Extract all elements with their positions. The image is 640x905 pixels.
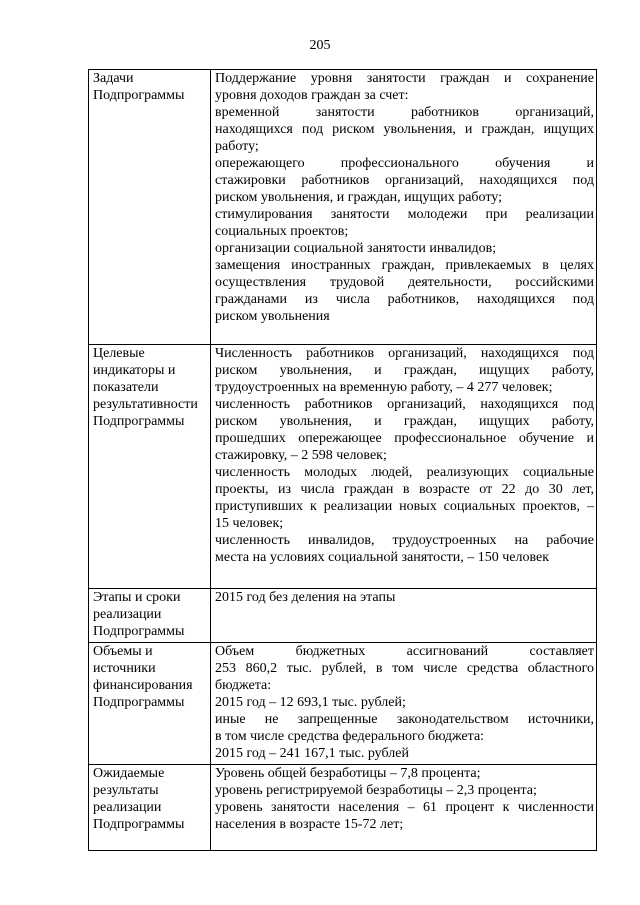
content-line: временной занятости работников организаций, [215, 105, 594, 120]
content-line: Поддержание уровня занятости граждан и сохранение [215, 71, 594, 86]
label-line: Подпрограммы [93, 414, 185, 429]
content-line: уровень регистрируемой безработицы – 2,3 процента; [215, 783, 537, 798]
row-content [211, 589, 597, 643]
table-row-financing [89, 643, 597, 765]
label-line: финансирования [93, 678, 193, 693]
content-line: организации социальной занятости инвалидов; [215, 241, 497, 256]
content-line: 15 человек; [215, 516, 284, 531]
content-line: численность инвалидов, трудоустроенных на рабочие [215, 533, 594, 548]
content-line: опережающего профессионального обучения и [215, 156, 594, 171]
content-line: риском увольнения [215, 309, 330, 324]
content-line: населения в возрасте 15-72 лет; [215, 817, 404, 832]
content-line: гражданами из числа работников, находящихся под [215, 292, 594, 307]
content-line: уровня доходов граждан за счет: [215, 88, 409, 103]
content-line: риском увольнения, и граждан, ищущих работу, [215, 363, 594, 378]
table-row-tasks [89, 70, 597, 345]
content-line: 2015 год – 241 167,1 тыс. рублей [215, 746, 409, 761]
label-line: Задачи [93, 71, 134, 86]
label-line: Объемы и [93, 644, 153, 659]
content-line: места на условиях социальной занятости, – 150 человек [215, 550, 550, 565]
content-line: численность работников организаций, находящихся под [215, 397, 594, 412]
content-line: работу; [215, 139, 259, 154]
table-row-stages [89, 589, 597, 643]
content-line: трудоустроенных на временную работу, – 4 277 человек; [215, 380, 553, 395]
row-label [89, 345, 211, 589]
label-line: источники [93, 661, 156, 676]
content-line: стажировку, – 2 598 человек; [215, 448, 387, 463]
content-line: 2015 год без деления на этапы [215, 590, 396, 605]
content-line: 2015 год – 12 693,1 тыс. рублей; [215, 695, 406, 710]
content-line: приступивших к реализации новых социальных проектов, – [215, 499, 594, 514]
row-content [211, 643, 597, 765]
table-row-expected-results [89, 765, 597, 851]
content-line: Уровень общей безработицы – 7,8 процента; [215, 766, 481, 781]
content-line: уровень занятости населения – 61 процент к численности [215, 800, 594, 815]
label-line: Подпрограммы [93, 695, 185, 710]
content-line: риском увольнения, и граждан, ищущих работу; [215, 190, 503, 205]
label-line: результативности [93, 397, 198, 412]
label-line: Целевые [93, 346, 145, 361]
content-line: замещения иностранных граждан, привлекаемых в целях [215, 258, 594, 273]
label-line: Этапы и сроки [93, 590, 181, 605]
label-line: Ожидаемые [93, 766, 165, 781]
row-content [211, 765, 597, 851]
subprogram-passport-table [88, 69, 597, 851]
label-line: показатели [93, 380, 159, 395]
row-label [89, 643, 211, 765]
label-line: результаты [93, 783, 159, 798]
label-line: Подпрограммы [93, 624, 185, 639]
content-line: в том числе средства федерального бюджета: [215, 729, 485, 744]
content-line: иные не запрещенные законодательством источники, [215, 712, 594, 727]
table-row-indicators [89, 345, 597, 589]
row-content [211, 345, 597, 589]
content-line: осуществления трудовой деятельности, российскими [215, 275, 594, 290]
content-line: численность молодых людей, реализующих социальные [215, 465, 594, 480]
page-number: 205 [309, 38, 331, 53]
row-label [89, 589, 211, 643]
content-line: риском увольнения, и граждан, ищущих работу, [215, 414, 594, 429]
content-line: 253 860,2 тыс. рублей, в том числе средства областного [215, 661, 594, 676]
label-line: Подпрограммы [93, 88, 185, 103]
label-line: индикаторы и [93, 363, 176, 378]
content-line: стимулирования занятости молодежи при реализации [215, 207, 594, 222]
content-line: прошедших опережающее профессиональное обучение и [215, 431, 594, 446]
content-line: Численность работников организаций, находящихся под [215, 346, 594, 361]
content-line: проекты, из числа граждан в возрасте от 22 до 30 лет, [215, 482, 594, 497]
content-line: стажировки работников организаций, находящихся под [215, 173, 594, 188]
row-content [211, 70, 597, 345]
content-line: находящихся под риском увольнения, и граждан, ищущих [215, 122, 594, 137]
row-label [89, 70, 211, 345]
content-line: социальных проектов; [215, 224, 349, 239]
content-line: бюджета: [215, 678, 272, 693]
label-line: реализации [93, 607, 162, 622]
row-label [89, 765, 211, 851]
content-line: Объем бюджетных ассигнований составляет [215, 644, 594, 659]
label-line: Подпрограммы [93, 817, 185, 832]
label-line: реализации [93, 800, 162, 815]
